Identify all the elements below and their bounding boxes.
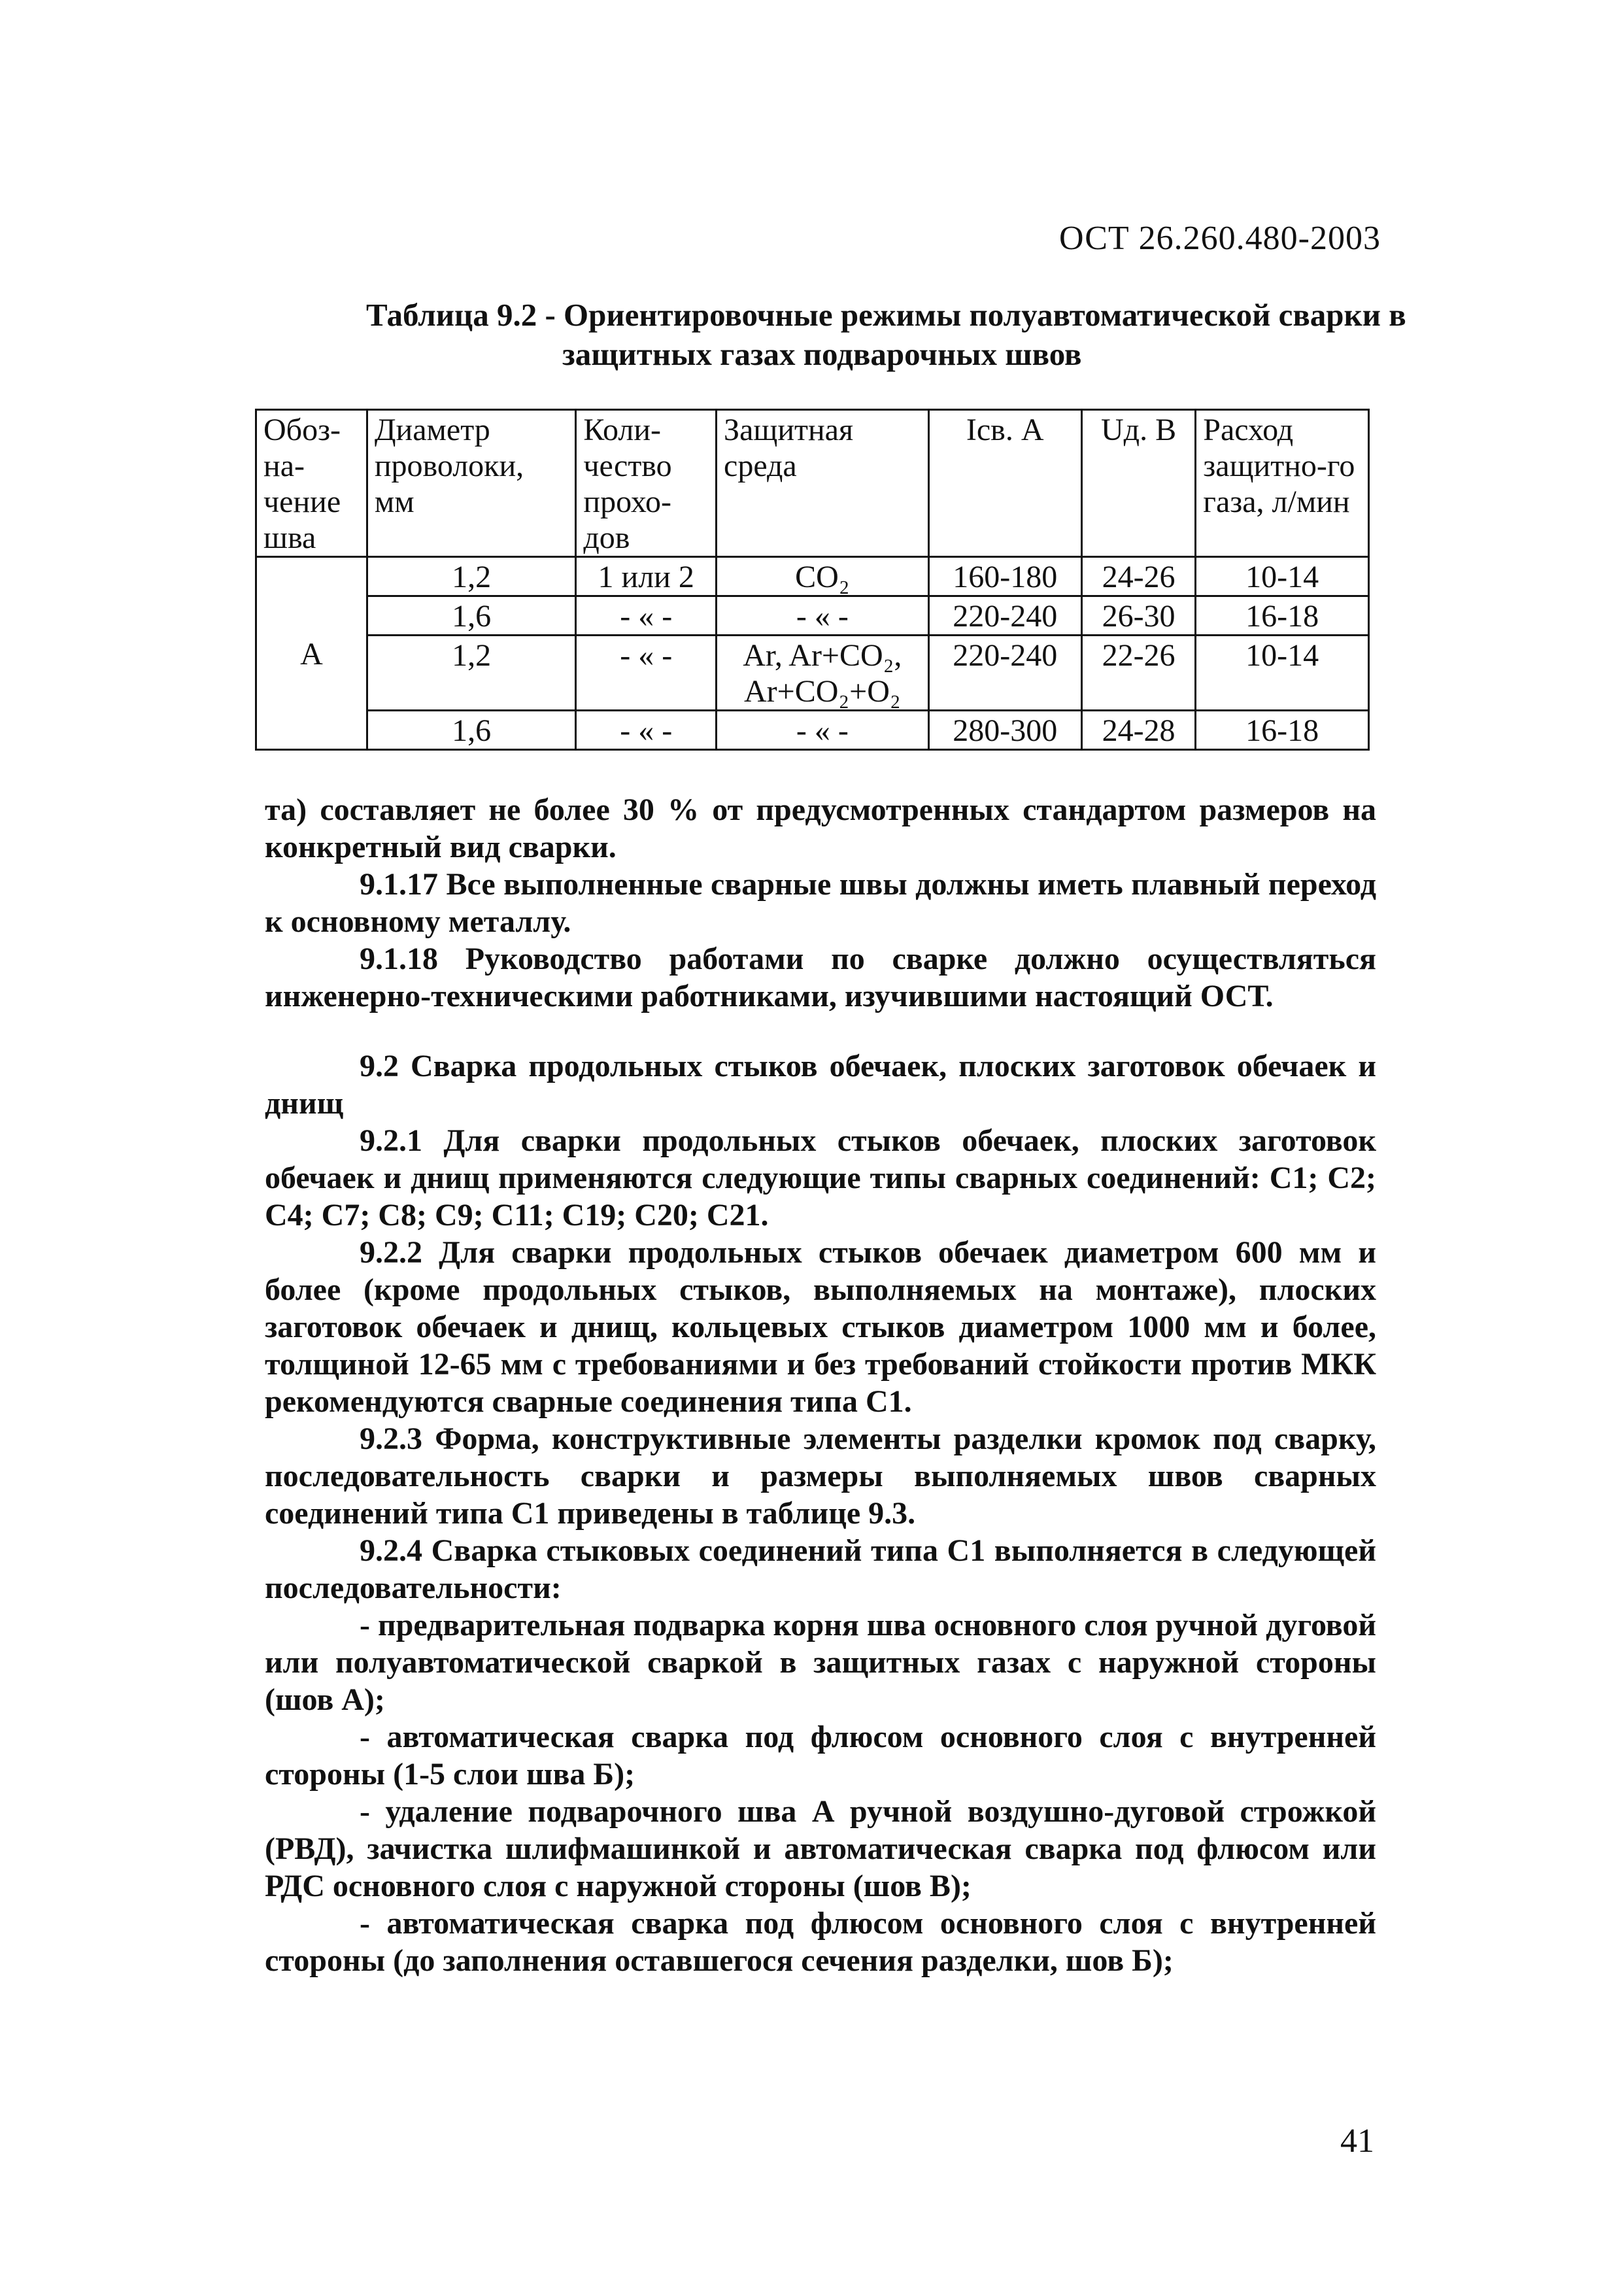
table-row [256,711,1369,750]
cell-voltage: 24-28 [1081,711,1195,750]
cell-current: 280-300 [928,711,1081,750]
cell-gas-flow: 16-18 [1196,596,1369,636]
cell-passes: - « - [576,596,717,636]
cell-passes: 1 или 2 [576,557,717,596]
cell-voltage: 22-26 [1081,636,1195,711]
header-passes: Коли-чество прохо-дов [576,410,717,557]
table-row [256,636,1369,711]
cell-diameter: 1,6 [367,596,576,636]
cell-voltage: 24-26 [1081,557,1195,596]
paragraph-9-2-2: 9.2.2 Для сварки продольных стыков обечаек диаметром 600 мм и более (кроме продольных стыков, выполняемых на монтаже), плоских заготовок обечаек и днищ, кольцевых стыков диаметром 1000 мм и более, толщиной 12-65 мм с требованиями и без требований стойкости против МКК рекомендуются сварные соединения типа С1. [265,1235,1376,1419]
paragraph-9-1-17: 9.1.17 Все выполненные сварные швы должны иметь плавный переход к основному металлу. [265,867,1376,939]
seam-label: А [256,557,367,750]
paragraph-9-2-4: 9.2.4 Сварка стыковых соединений типа С1 выполняется в следующей последовательности: [265,1533,1376,1605]
document-code: ОСТ 26.260.480-2003 [1059,220,1381,257]
header-current: Iсв. А [928,410,1081,557]
cell-current: 220-240 [928,636,1081,711]
paragraph-9-1-18: 9.1.18 Руководство работами по сварке должно осуществляться инженерно-техническими работниками, изучившими настоящий ОСТ. [265,942,1376,1013]
header-medium: Защитная среда [717,410,929,557]
table-caption [366,296,1438,374]
welding-modes-table [255,409,1370,751]
cell-passes: - « - [576,636,717,711]
body-text [265,791,1376,1979]
paragraph-continuation: та) составляет не более 30 % от предусмотренных стандартом размеров на конкретный вид сварки. [265,792,1376,864]
section-heading-9-2: 9.2 Сварка продольных стыков обечаек, плоских заготовок обечаек и днищ [265,1049,1376,1121]
list-item: - автоматическая сварка под флюсом основного слоя с внутренней стороны (до заполнения оставшегося сечения разделки, шов Б); [265,1906,1376,1978]
cell-gas-flow: 16-18 [1196,711,1369,750]
paragraph-9-2-3: 9.2.3 Форма, конструктивные элементы разделки кромок под сварку, последовательность сварки и размеры выполняемых швов сварных соединений типа С1 приведены в таблице 9.3. [265,1421,1376,1531]
table-header-row [256,410,1369,557]
table-row [256,596,1369,636]
header-voltage: Uд. В [1081,410,1195,557]
table-caption-line2: защитных газах подварочных швов [562,336,1082,372]
page-number: 41 [1340,2122,1374,2160]
cell-diameter: 1,6 [367,711,576,750]
cell-diameter: 1,2 [367,636,576,711]
list-item: - предварительная подварка корня шва основного слоя ручной дуговой или полуавтоматической сваркой в защитных газах с наружной стороны (шов А); [265,1608,1376,1717]
list-item: - автоматическая сварка под флюсом основного слоя с внутренней стороны (1-5 слои шва Б); [265,1720,1376,1792]
cell-voltage: 26-30 [1081,596,1195,636]
header-seam: Обоз-на-чение шва [256,410,367,557]
cell-medium: - « - [717,711,929,750]
cell-gas-flow: 10-14 [1196,557,1369,596]
cell-current: 220-240 [928,596,1081,636]
cell-passes: - « - [576,711,717,750]
header-gas-flow: Расход защитно-го газа, л/мин [1196,410,1369,557]
table-caption-line1: Таблица 9.2 - Ориентировочные режимы полуавтоматической сварки в [366,297,1406,333]
cell-medium: - « - [717,596,929,636]
cell-medium: Ar, Ar+CO₂, Ar+CO₂+O₂ [717,636,929,711]
cell-gas-flow: 10-14 [1196,636,1369,711]
header-diameter: Диаметр проволоки, мм [367,410,576,557]
cell-medium: CO₂ [717,557,929,596]
paragraph-9-2-1: 9.2.1 Для сварки продольных стыков обечаек, плоских заготовок обечаек и днищ применяются следующие типы сварных соединений: С1; С2; С4; С7; С8; С9; С11; С19; С20; С21. [265,1123,1376,1232]
list-item: - удаление подварочного шва А ручной воздушно-дуговой строжкой (РВД), зачистка шлифмашинкой и автоматическая сварка под флюсом или РДС основного слоя с наружной стороны (шов В); [265,1794,1376,1903]
cell-current: 160-180 [928,557,1081,596]
table-row [256,557,1369,596]
cell-diameter: 1,2 [367,557,576,596]
